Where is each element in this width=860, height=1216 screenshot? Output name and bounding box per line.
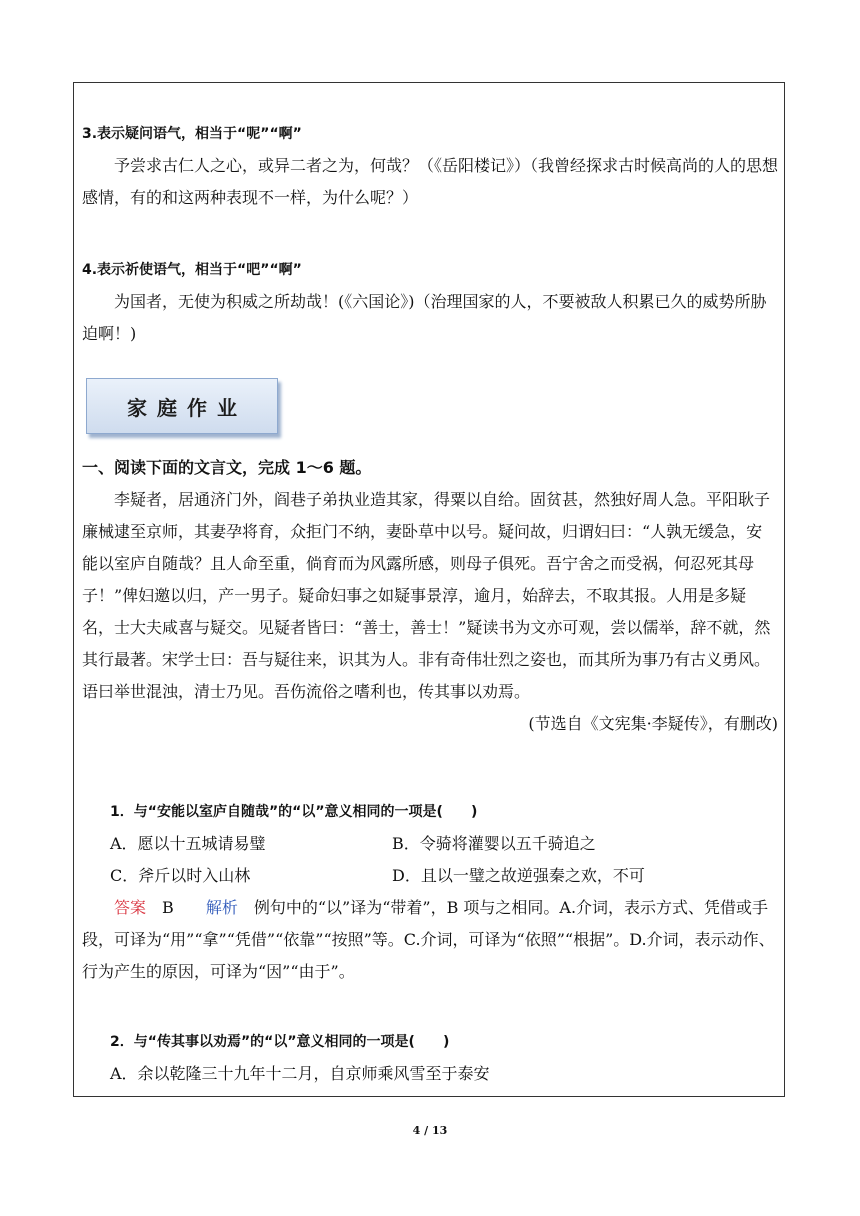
question-1-options-row-1 (82, 828, 778, 860)
section-4-example: 为国者，无使为积威之所劫哉！(《六国论》)（治理国家的人，不要被敌人积累已久的威势所胁迫啊！) (82, 292, 767, 343)
question-2 (82, 1026, 778, 1090)
section-4 (82, 254, 778, 350)
question-1-answer (82, 892, 778, 988)
section-4-title: 4.表示祈使语气，相当于“吧”“啊” (82, 262, 302, 278)
answer-value: B (162, 898, 174, 917)
question-1-option-c: C．斧斤以时入山林 (110, 866, 251, 885)
homework-banner: 家庭作业 (86, 378, 278, 434)
question-1-stem: 1．与“安能以室庐自随哉”的“以”意义相同的一项是( ) (110, 804, 478, 820)
part-1-title: 一、阅读下面的文言文，完成 1～6 题。 (82, 458, 372, 477)
page-number: 4 / 13 (412, 1124, 448, 1137)
question-1-options-row-2 (82, 860, 778, 892)
question-1-option-b: B．令骑将灌婴以五千骑追之 (392, 834, 596, 853)
passage-source: (节选自《文宪集·李疑传》，有删改) (528, 714, 778, 733)
part-1 (82, 452, 778, 740)
answer-label: 答案 (114, 898, 147, 917)
question-2-option-a: A．余以乾隆三十九年十二月，自京师乘风雪至于泰安 (110, 1064, 490, 1083)
question-1 (82, 796, 778, 988)
passage: 李疑者，居通济门外，阎巷子弟执业造其家，得粟以自给。固贫甚，然独好周人急。平阳耿子廉械逮至京师，其妻孕将育，众拒门不纳，妻卧草中以号。疑问故，归谓妇曰：“人孰无缓急，安能以室庐自随哉？且人命至重，倘育而为风露所感，则母子俱死。吾宁舍之而受祸，何忍死其母子！”俾妇邀以归，产一男子。疑命妇事之如疑事景淳，逾月，始辞去，不取其报。人用是多疑名，士大夫咸喜与疑交。见疑者皆曰：“善士，善士！”疑读书为文亦可观，尝以儒举，辞不就，然其行最著。宋学士曰：吾与疑往来，识其为人。非有奇伟壮烈之姿也，而其所为事乃有古义勇风。语曰举世混浊，清士乃见。吾伤流俗之嗜利也，传其事以劝焉。 (82, 490, 771, 701)
section-3-example: 予尝求古仁人之心，或异二者之为，何哉？（《岳阳楼记》）（我曾经探求古时候高尚的人的思想感情，有的和这两种表现不一样，为什么呢？） (82, 156, 779, 207)
section-3-title: 3.表示疑问语气，相当于“呢”“啊” (82, 126, 302, 142)
section-3 (82, 118, 778, 214)
analysis-label: 解析 (205, 898, 238, 917)
question-2-options-row-1 (82, 1058, 778, 1090)
question-2-stem: 2．与“传其事以劝焉”的“以”意义相同的一项是( ) (110, 1034, 450, 1050)
question-1-option-a: A．愿以十五城请易璧 (110, 834, 266, 853)
analysis-text: 例句中的“以”译为“带着”，B 项与之相同。A.介词，表示方式、凭借或手段，可译为“用”“拿”“凭借”“依靠”“按照”等。C.介词，可译为“依照”“根据”。D.介词，表示动作、行为产生的原因，可译为“因”“由于”。 (82, 898, 775, 981)
question-1-option-d: D．且以一璧之故逆强秦之欢，不可 (392, 866, 645, 885)
